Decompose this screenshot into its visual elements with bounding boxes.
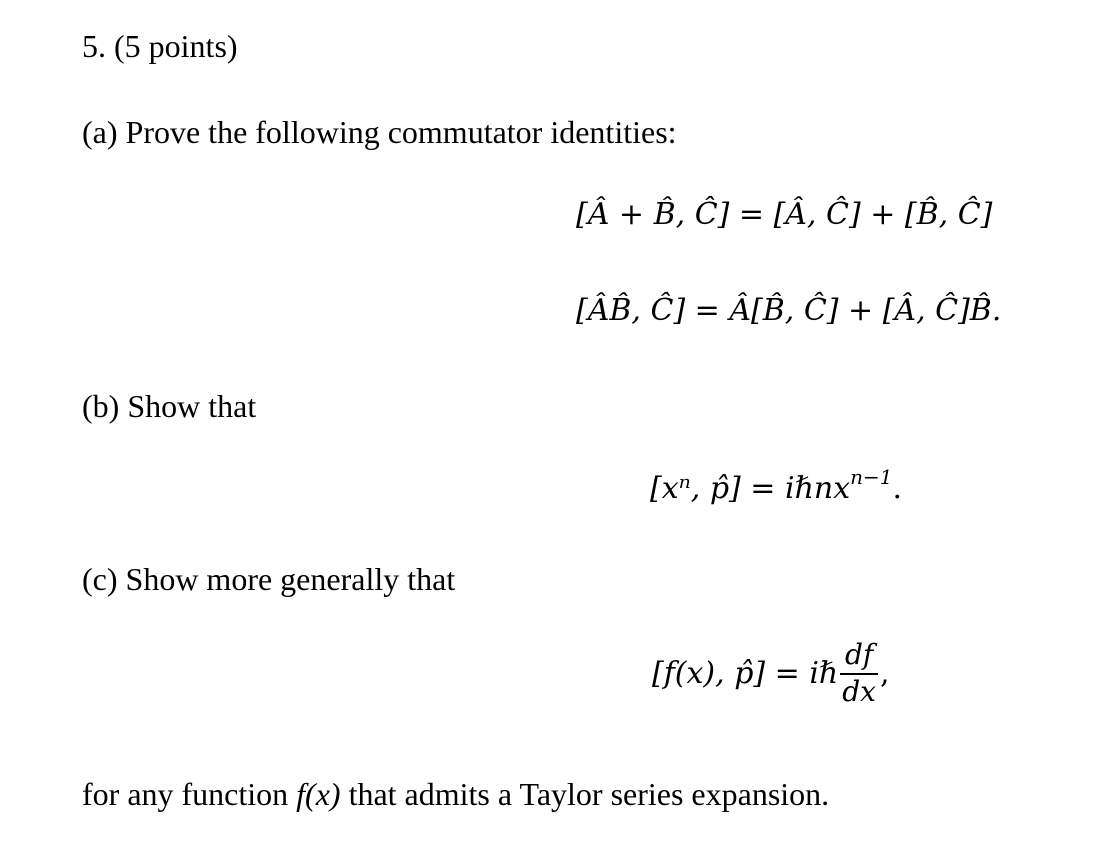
- equation-power-exponent: n−1: [850, 465, 893, 489]
- problem-header: 5. (5 points): [82, 28, 238, 64]
- equation-function-lhs: [f(x), p̂] = iℏ: [652, 655, 839, 691]
- equation-power-lhs: [xⁿ, p̂] = iℏnx: [650, 471, 851, 506]
- equation-power-commutator: [650, 465, 903, 506]
- derivative-numerator: df: [840, 640, 878, 675]
- equation-sum-identity: [Â + B̂, Ĉ] = [Â, Ĉ] + [B̂, Ĉ]: [576, 197, 993, 232]
- closing-statement: [82, 778, 829, 810]
- part-a-prompt: (a) Prove the following commutator identities:: [82, 114, 677, 150]
- equation-function-commutator: [652, 640, 890, 708]
- derivative-denominator: dx: [842, 674, 876, 708]
- equation-power-period: .: [892, 471, 903, 506]
- closing-function: f(x): [296, 776, 341, 812]
- equation-product-identity: [ÂB̂, Ĉ] = Â[B̂, Ĉ] + [Â, Ĉ]B̂.: [576, 293, 1002, 328]
- derivative-fraction: [840, 640, 878, 708]
- part-b-prompt: (b) Show that: [82, 388, 257, 424]
- closing-suffix: that admits a Taylor series expansion.: [340, 776, 830, 812]
- closing-prefix: for any function: [82, 776, 297, 812]
- equation-function-comma: ,: [879, 655, 890, 691]
- part-c-prompt: (c) Show more generally that: [82, 561, 456, 597]
